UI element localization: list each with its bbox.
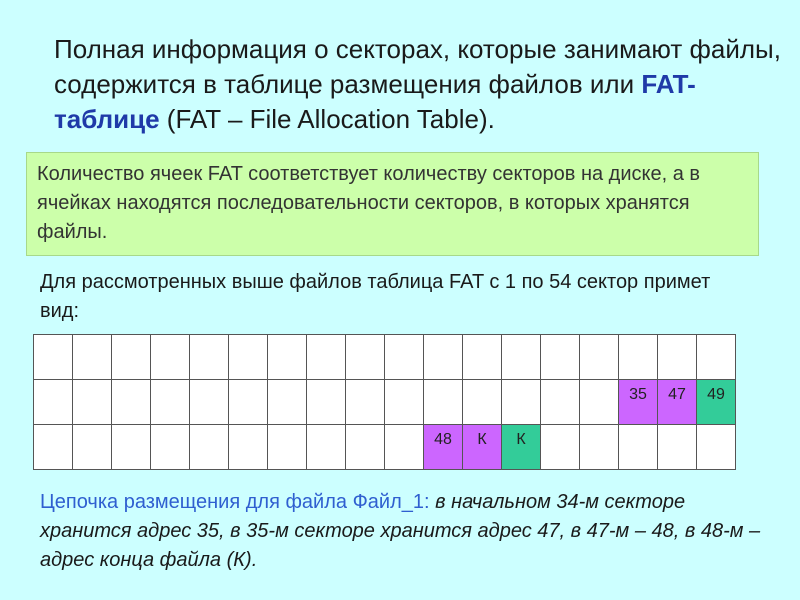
fat-cell xyxy=(307,335,346,380)
intro-text-before: Полная информация о секторах, которые занимают файлы, содержится в таблице размещения файлов или xyxy=(54,34,781,99)
fat-cell xyxy=(151,335,190,380)
fat-cell xyxy=(190,380,229,425)
fat-cell xyxy=(112,335,151,380)
fat-cells-note-box xyxy=(26,152,759,256)
fat-cell xyxy=(658,335,697,380)
fat-cell xyxy=(619,380,658,425)
fat-cell-value: 48 xyxy=(434,431,452,448)
fat-cell-value xyxy=(34,335,72,340)
fat-cell xyxy=(697,425,736,470)
fat-cell xyxy=(151,380,190,425)
fat-cell xyxy=(268,335,307,380)
fat-cell xyxy=(190,335,229,380)
fat-cell xyxy=(346,380,385,425)
table-caption: Для рассмотренных выше файлов таблица FAT с 1 по 54 сектор примет вид: xyxy=(40,271,711,322)
fat-cell xyxy=(34,425,73,470)
fat-cell xyxy=(580,425,619,470)
fat-cell xyxy=(541,425,580,470)
fat-cell-value xyxy=(346,335,384,340)
fat-cell-value xyxy=(229,335,267,340)
fat-cell xyxy=(619,425,658,470)
fat-cell-value: 49 xyxy=(707,386,725,403)
fat-cell xyxy=(697,335,736,380)
fat-cell-value xyxy=(307,380,345,385)
fat-cell xyxy=(307,425,346,470)
fat-cell xyxy=(34,335,73,380)
fat-cell xyxy=(463,380,502,425)
fat-cell-value xyxy=(190,335,228,340)
fat-cell-value xyxy=(658,335,696,340)
fat-cell-value xyxy=(346,425,384,430)
fat-cell-value xyxy=(112,335,150,340)
fat-cell xyxy=(619,335,658,380)
fat-cell-value xyxy=(151,335,189,340)
fat-cell-value: 47 xyxy=(668,386,686,403)
fat-cell-value xyxy=(268,425,306,430)
fat-cell-value xyxy=(541,335,579,340)
fat-cell xyxy=(229,425,268,470)
fat-cell-value xyxy=(190,380,228,385)
fat-cell-value xyxy=(619,425,657,430)
fat-cell xyxy=(112,425,151,470)
intro-text-after: (FAT – File Allocation Table). xyxy=(159,104,495,134)
fat-cell xyxy=(34,380,73,425)
fat-cell xyxy=(658,380,697,425)
intro-paragraph xyxy=(54,32,794,137)
fat-cell-value xyxy=(151,425,189,430)
fat-cell-value: К xyxy=(516,431,526,448)
fat-cell-value xyxy=(385,380,423,385)
fat-cell xyxy=(502,425,541,470)
fat-cell xyxy=(73,425,112,470)
fat-cell-value xyxy=(463,380,501,385)
fat-cell-value xyxy=(229,425,267,430)
fat-cell xyxy=(385,380,424,425)
fat-cell xyxy=(268,380,307,425)
fat-cell-value xyxy=(580,425,618,430)
fat-cell xyxy=(73,335,112,380)
fat-cell xyxy=(112,380,151,425)
fat-cell-value xyxy=(268,380,306,385)
fat-cell xyxy=(541,380,580,425)
fat-cell-value xyxy=(229,380,267,385)
fat-cell xyxy=(463,425,502,470)
fat-cell-value xyxy=(151,380,189,385)
fat-table xyxy=(33,334,736,470)
fat-cell-value xyxy=(190,425,228,430)
fat-cell-value xyxy=(268,335,306,340)
fat-cell xyxy=(697,380,736,425)
fat-cells-note-text: Количество ячеек FAT соответствует количеству секторов на диске, а в ячейках находятся последовательности секторов, в которых хранятся файлы. xyxy=(37,163,701,243)
chain-description xyxy=(40,488,770,575)
fat-cell-value xyxy=(385,335,423,340)
fat-table-row xyxy=(34,335,736,380)
fat-cell-value xyxy=(658,425,696,430)
fat-cell xyxy=(151,425,190,470)
fat-cell-value xyxy=(112,425,150,430)
fat-cell-value xyxy=(34,425,72,430)
fat-cell-value xyxy=(424,335,462,340)
fat-cell-value xyxy=(502,380,540,385)
fat-cell xyxy=(502,380,541,425)
fat-cell xyxy=(346,425,385,470)
fat-cell-value xyxy=(580,380,618,385)
fat-cell xyxy=(73,380,112,425)
fat-cell-value xyxy=(34,380,72,385)
fat-cell-value xyxy=(112,380,150,385)
fat-cell-value xyxy=(619,335,657,340)
fat-cell xyxy=(580,335,619,380)
fat-table-row xyxy=(34,425,736,470)
chain-body: в начальном 34-м секторе хранится адрес 35, в 35-м секторе хранится адрес 47, в 47-м – 48, в 48-м – адрес конца файла (К). xyxy=(40,491,761,571)
fat-cell-value: 35 xyxy=(629,386,647,403)
fat-cell-value xyxy=(580,335,618,340)
fat-cell-value xyxy=(73,380,111,385)
fat-cell xyxy=(229,380,268,425)
fat-cell-value xyxy=(541,425,579,430)
fat-cell xyxy=(385,335,424,380)
fat-cell xyxy=(346,335,385,380)
fat-cell-value xyxy=(424,380,462,385)
fat-cell-value: К xyxy=(477,431,487,448)
chain-lead: Цепочка размещения для файла Файл_1: xyxy=(40,491,436,513)
fat-cell xyxy=(229,335,268,380)
fat-cell-value xyxy=(697,335,735,340)
fat-cell xyxy=(463,335,502,380)
fat-cell xyxy=(580,380,619,425)
fat-cell-value xyxy=(73,425,111,430)
fat-cell-value xyxy=(502,335,540,340)
fat-cell-value xyxy=(307,335,345,340)
fat-table-row xyxy=(34,380,736,425)
fat-cell-value xyxy=(541,380,579,385)
fat-cell xyxy=(190,425,229,470)
fat-term: FAT-таблице xyxy=(54,69,696,134)
fat-cell xyxy=(658,425,697,470)
fat-cell-value xyxy=(463,335,501,340)
fat-cell xyxy=(424,335,463,380)
fat-cell xyxy=(541,335,580,380)
fat-cell-value xyxy=(385,425,423,430)
fat-cell xyxy=(268,425,307,470)
fat-cell xyxy=(307,380,346,425)
fat-cell xyxy=(424,380,463,425)
fat-cell-value xyxy=(346,380,384,385)
fat-cell xyxy=(502,335,541,380)
fat-cell xyxy=(424,425,463,470)
fat-cell xyxy=(385,425,424,470)
fat-cell-value xyxy=(307,425,345,430)
fat-cell-value xyxy=(73,335,111,340)
fat-cell-value xyxy=(697,425,735,430)
